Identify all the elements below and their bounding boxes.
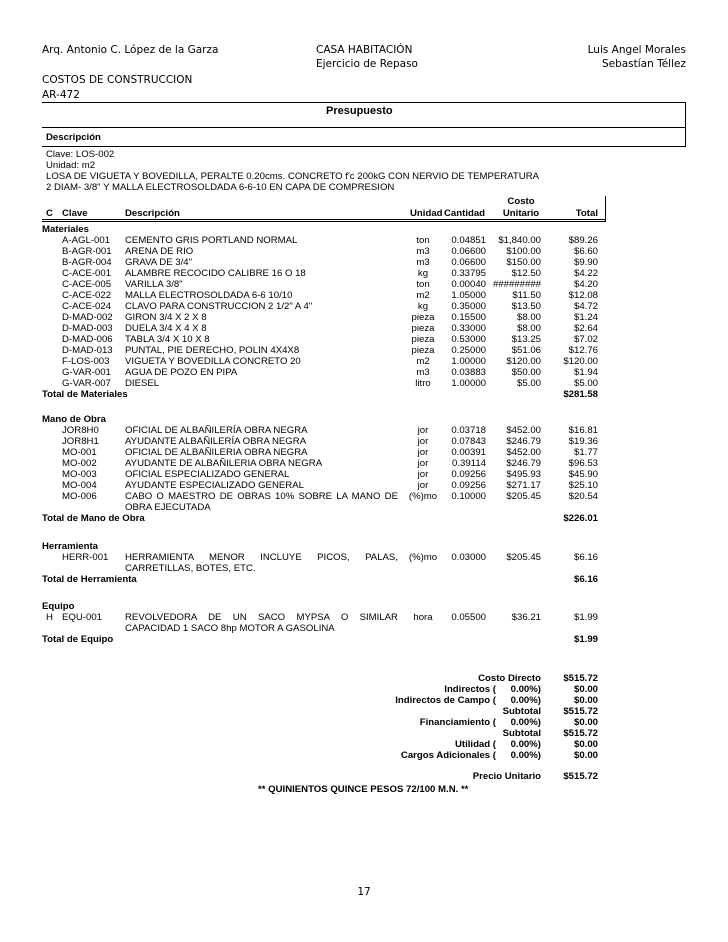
row-description: CEMENTO GRIS PORTLAND NORMAL bbox=[125, 235, 298, 246]
row-unidad: ton bbox=[416, 235, 430, 246]
row-costo-unitario: $246.79 bbox=[506, 458, 541, 469]
row-clave: C-ACE-024 bbox=[62, 301, 112, 312]
row-description: HERRAMIENTA MENOR INCLUYE PICOS, PALAS, bbox=[125, 552, 398, 563]
row-costo-unitario: $8.00 bbox=[516, 312, 541, 323]
row-costo-unitario: $246.79 bbox=[506, 436, 541, 447]
row-clave: B-AGR-001 bbox=[62, 246, 112, 257]
row-unidad: pieza bbox=[411, 323, 435, 334]
row-total: $19.36 bbox=[568, 436, 598, 447]
row-cantidad: 0.06600 bbox=[451, 257, 486, 268]
row-cantidad: 0.10000 bbox=[451, 491, 486, 502]
row-costo-unitario: $5.00 bbox=[516, 378, 541, 389]
row-clave: C-ACE-001 bbox=[62, 268, 112, 279]
exercise-name: Ejercicio de Repaso bbox=[316, 58, 418, 70]
section-title: Equipo bbox=[42, 601, 75, 612]
header-right-rule bbox=[605, 196, 606, 222]
row-total: $9.90 bbox=[573, 257, 598, 268]
row-cantidad: 0.25000 bbox=[451, 345, 486, 356]
row-total: $6.16 bbox=[573, 552, 598, 563]
author-name: Arq. Antonio C. López de la Garza bbox=[42, 44, 219, 56]
row-cantidad: 1.00000 bbox=[451, 356, 486, 367]
student-first-name: Luis Angel Morales bbox=[587, 44, 686, 56]
row-costo-unitario: $12.50 bbox=[511, 268, 541, 279]
row-unidad: jor bbox=[417, 458, 429, 469]
row-costo-unitario: $120.00 bbox=[506, 356, 541, 367]
row-description: PUNTAL, PIE DERECHO, POLIN 4X4X8 bbox=[125, 345, 300, 356]
col-unidad: Unidad bbox=[410, 208, 443, 219]
header-rule bbox=[42, 219, 606, 220]
student-last-name: Sebastían Téllez bbox=[601, 58, 686, 70]
summary-percentage: 0.00%) bbox=[510, 717, 541, 728]
row-cantidad: 1.00000 bbox=[451, 378, 486, 389]
row-unidad: litro bbox=[415, 378, 431, 389]
section-total-label: Total de Herramienta bbox=[42, 574, 137, 585]
row-description: VIGUETA Y BOVEDILLA CONCRETO 20 bbox=[125, 356, 301, 367]
row-unidad: jor bbox=[417, 480, 429, 491]
row-cantidad: 0.03718 bbox=[451, 425, 486, 436]
summary-value: $0.00 bbox=[573, 695, 598, 706]
row-costo-unitario: $1,840.00 bbox=[498, 235, 541, 246]
summary-percentage: 0.00%) bbox=[510, 750, 541, 761]
row-description: ALAMBRE RECOCIDO CALIBRE 16 O 18 bbox=[125, 268, 306, 279]
row-clave: MO-006 bbox=[62, 491, 97, 502]
row-unidad: pieza bbox=[411, 334, 435, 345]
summary-label: Subtotal bbox=[502, 728, 541, 739]
row-description: AGUA DE POZO EN PIPA bbox=[125, 367, 238, 378]
row-unidad: kg bbox=[417, 301, 429, 312]
row-unidad: (%)mo bbox=[408, 552, 438, 563]
row-clave: D-MAD-006 bbox=[62, 334, 113, 345]
row-description: CAPACIDAD 1 SACO 8hp MOTOR A GASOLINA bbox=[125, 623, 335, 634]
row-costo-unitario: $100.00 bbox=[506, 246, 541, 257]
row-clave: B-AGR-004 bbox=[62, 257, 112, 268]
row-total: $5.00 bbox=[573, 378, 598, 389]
row-total: $7.02 bbox=[573, 334, 598, 345]
row-costo-unitario: $13.25 bbox=[511, 334, 541, 345]
row-costo-unitario: $205.45 bbox=[506, 491, 541, 502]
row-unidad: kg bbox=[417, 268, 429, 279]
row-cantidad: 1.05000 bbox=[451, 290, 486, 301]
row-clave: JOR8H1 bbox=[62, 436, 99, 447]
summary-label: Costo Directo bbox=[478, 673, 541, 684]
row-cantidad: 0.00391 bbox=[451, 447, 486, 458]
row-clave: G-VAR-001 bbox=[62, 367, 111, 378]
row-costo-unitario: ######### bbox=[492, 279, 541, 290]
row-total: $12.08 bbox=[568, 290, 598, 301]
row-unidad: m3 bbox=[416, 257, 430, 268]
row-unidad: m3 bbox=[416, 367, 430, 378]
row-clave: HERR-001 bbox=[62, 552, 109, 563]
row-total: $4.20 bbox=[573, 279, 598, 290]
section-total-value: $1.99 bbox=[573, 634, 598, 645]
section-total-label: Total de Materiales bbox=[42, 389, 128, 400]
row-unidad: jor bbox=[417, 469, 429, 480]
row-description: REVOLVEDORA DE UN SACO MYPSA O SIMILAR bbox=[125, 612, 398, 623]
page-number: 17 bbox=[357, 886, 371, 898]
summary-percentage: 0.00%) bbox=[510, 739, 541, 750]
row-total: $1.94 bbox=[573, 367, 598, 378]
summary-percentage: 0.00%) bbox=[510, 695, 541, 706]
project-name: CASA HABITACIÓN bbox=[316, 44, 413, 56]
concept-clave: Clave: LOS-002 bbox=[46, 149, 115, 160]
row-cantidad: 0.15500 bbox=[451, 312, 486, 323]
col-clave: Clave bbox=[62, 208, 88, 219]
row-description: ARENA DE RIO bbox=[125, 246, 194, 257]
summary-label: Utilidad ( bbox=[454, 739, 496, 750]
section-total-value: $6.16 bbox=[573, 574, 598, 585]
row-clave: MO-004 bbox=[62, 480, 97, 491]
row-description: OBRA EJECUTADA bbox=[125, 502, 211, 513]
row-costo-unitario: $8.00 bbox=[516, 323, 541, 334]
row-clave: JOR8H0 bbox=[62, 425, 99, 436]
unit-price-value: $515.72 bbox=[563, 771, 598, 782]
row-description: CARRETILLAS, BOTES, ETC. bbox=[125, 563, 256, 574]
row-clave: C-ACE-005 bbox=[62, 279, 112, 290]
row-costo-unitario: $36.21 bbox=[511, 612, 541, 623]
section-title: Materiales bbox=[42, 224, 89, 235]
row-costo-unitario: $11.50 bbox=[512, 290, 541, 301]
row-cantidad: 0.06600 bbox=[451, 246, 486, 257]
row-costo-unitario: $452.00 bbox=[506, 425, 541, 436]
concept-unidad: Unidad: m2 bbox=[46, 160, 96, 171]
row-description: DUELA 3/4 X 4 X 8 bbox=[125, 323, 207, 334]
row-total: $4.22 bbox=[573, 268, 598, 279]
row-total: $12.76 bbox=[568, 345, 598, 356]
row-unidad: m3 bbox=[416, 246, 430, 257]
summary-value: $0.00 bbox=[573, 739, 598, 750]
summary-value: $0.00 bbox=[573, 750, 598, 761]
row-costo-unitario: $271.17 bbox=[506, 480, 541, 491]
row-cantidad: 0.09256 bbox=[451, 469, 486, 480]
concept-description-line1: LOSA DE VIGUETA Y BOVEDILLA, PERALTE 0.20cms. CONCRETO f'c 200kG CON NERVIO DE TEMPERATURA bbox=[46, 171, 540, 182]
col-descripcion: Descripción bbox=[125, 208, 180, 219]
row-cantidad: 0.53000 bbox=[451, 334, 486, 345]
row-unidad: hora bbox=[413, 612, 433, 623]
row-clave: F-LOS-003 bbox=[62, 356, 110, 367]
row-unidad: jor bbox=[417, 436, 429, 447]
row-cantidad: 0.03883 bbox=[451, 367, 486, 378]
row-description: OFICIAL DE ALBAÑILERÍA OBRA NEGRA bbox=[125, 425, 308, 436]
row-total: $1.77 bbox=[573, 447, 598, 458]
concept-description-line2: 2 DIAM- 3/8" Y MALLA ELECTROSOLDADA 6-6-10 EN CAPA DE COMPRESION bbox=[46, 182, 395, 193]
row-unidad: (%)mo bbox=[408, 491, 438, 502]
row-cantidad: 0.33000 bbox=[451, 323, 486, 334]
row-costo-unitario: $205.45 bbox=[506, 552, 541, 563]
row-total: $20.54 bbox=[568, 491, 598, 502]
amount-in-words: ** QUINIENTOS QUINCE PESOS 72/100 M.N. ** bbox=[258, 784, 469, 795]
summary-value: $0.00 bbox=[573, 717, 598, 728]
row-cantidad: 0.04851 bbox=[451, 235, 486, 246]
row-cantidad: 0.09256 bbox=[451, 480, 486, 491]
summary-value: $515.72 bbox=[563, 673, 598, 684]
summary-label: Indirectos de Campo ( bbox=[395, 695, 496, 706]
row-clave: EQU-001 bbox=[62, 612, 102, 623]
section-total-value: $281.58 bbox=[563, 389, 598, 400]
row-clave: MO-001 bbox=[62, 447, 97, 458]
row-costo-unitario: $495.93 bbox=[506, 469, 541, 480]
row-description: OFICIAL ESPECIALIZADO GENERAL bbox=[125, 469, 290, 480]
row-unidad: jor bbox=[417, 447, 429, 458]
col-costo-top: Costo bbox=[507, 196, 535, 207]
row-description: OFICIAL DE ALBAÑILERIA OBRA NEGRA bbox=[125, 447, 308, 458]
summary-value: $0.00 bbox=[573, 684, 598, 695]
row-costo-unitario: $13.50 bbox=[511, 301, 541, 312]
row-description: DIESEL bbox=[125, 378, 160, 389]
row-clave: G-VAR-007 bbox=[62, 378, 111, 389]
row-clave: MO-003 bbox=[62, 469, 97, 480]
row-total: $1.24 bbox=[573, 312, 598, 323]
col-costo-bottom: Unitario bbox=[502, 208, 540, 219]
section-title: Herramienta bbox=[42, 541, 98, 552]
header-rule-double bbox=[42, 221, 606, 222]
page-title: Presupuesto bbox=[326, 105, 393, 117]
row-total: $120.00 bbox=[563, 356, 598, 367]
summary-label: Indirectos ( bbox=[444, 684, 496, 695]
summary-label: Cargos Adicionales ( bbox=[400, 750, 496, 761]
subject-title: COSTOS DE CONSTRUCCION bbox=[42, 74, 193, 86]
row-clave: C-ACE-022 bbox=[62, 290, 112, 301]
row-costo-unitario: $51.06 bbox=[511, 345, 541, 356]
row-description: VARILLA 3/8" bbox=[125, 279, 183, 290]
row-total: $6.60 bbox=[573, 246, 598, 257]
row-total: $25.10 bbox=[568, 480, 598, 491]
row-total: $4.72 bbox=[573, 301, 598, 312]
row-total: $16.81 bbox=[568, 425, 598, 436]
row-cantidad: 0.35000 bbox=[451, 301, 486, 312]
description-header-box bbox=[42, 126, 686, 147]
section-title: Mano de Obra bbox=[42, 414, 106, 425]
row-unidad: pieza bbox=[411, 345, 435, 356]
row-clave: D-MAD-003 bbox=[62, 323, 113, 334]
row-description: GRAVA DE 3/4" bbox=[125, 257, 193, 268]
row-description: MALLA ELECTROSOLDADA 6-6 10/10 bbox=[125, 290, 293, 301]
summary-label: Subtotal bbox=[502, 706, 541, 717]
row-total: $45.90 bbox=[568, 469, 598, 480]
row-cantidad: 0.39114 bbox=[452, 458, 486, 469]
row-cantidad: 0.05500 bbox=[451, 612, 486, 623]
row-description: AYUDANTE ESPECIALIZADO GENERAL bbox=[125, 480, 304, 491]
row-clave: D-MAD-013 bbox=[62, 345, 113, 356]
row-cantidad: 0.33795 bbox=[451, 268, 486, 279]
summary-value: $515.72 bbox=[563, 706, 598, 717]
summary-value: $515.72 bbox=[563, 728, 598, 739]
row-unidad: ton bbox=[416, 279, 430, 290]
row-costo-unitario: $150.00 bbox=[506, 257, 541, 268]
section-total-label: Total de Equipo bbox=[42, 634, 114, 645]
row-clave: A-AGL-001 bbox=[62, 235, 110, 246]
row-total: $2.64 bbox=[573, 323, 598, 334]
row-total: $89.26 bbox=[568, 235, 598, 246]
col-total: Total bbox=[575, 208, 598, 219]
row-description: CLAVO PARA CONSTRUCCION 2 1/2" A 4" bbox=[125, 301, 313, 312]
row-total: $1.99 bbox=[573, 612, 598, 623]
section-total-label: Total de Mano de Obra bbox=[42, 513, 145, 524]
summary-label: Financiamiento ( bbox=[419, 717, 496, 728]
row-cantidad: 0.00040 bbox=[451, 279, 486, 290]
unit-price-label: Precio Unitario bbox=[472, 771, 541, 782]
row-unidad: m2 bbox=[416, 356, 430, 367]
row-description: TABLA 3/4 X 10 X 8 bbox=[125, 334, 210, 345]
summary-percentage: 0.00%) bbox=[510, 684, 541, 695]
row-costo-unitario: $50.00 bbox=[511, 367, 541, 378]
section-total-value: $226.01 bbox=[563, 513, 598, 524]
row-unidad: pieza bbox=[411, 312, 435, 323]
row-description: GIRON 3/4 X 2 X 8 bbox=[125, 312, 207, 323]
course-code: AR-472 bbox=[42, 89, 80, 101]
col-cantidad: Cantidad bbox=[444, 208, 486, 219]
row-total: $96.53 bbox=[568, 458, 598, 469]
row-unidad: m2 bbox=[416, 290, 430, 301]
row-description: CABO O MAESTRO DE OBRAS 10% SOBRE LA MANO DE bbox=[125, 491, 398, 502]
row-cantidad: 0.07843 bbox=[451, 436, 486, 447]
row-description: AYUDANTE DE ALBAÑILERIA OBRA NEGRA bbox=[125, 458, 323, 469]
row-costo-unitario: $452.00 bbox=[506, 447, 541, 458]
row-description: AYUDANTE ALBAÑILERÍA OBRA NEGRA bbox=[125, 436, 307, 447]
row-clave: MO-002 bbox=[62, 458, 97, 469]
row-clave: D-MAD-002 bbox=[62, 312, 113, 323]
row-c: H bbox=[46, 612, 53, 623]
col-c: C bbox=[46, 208, 53, 219]
row-unidad: jor bbox=[417, 425, 429, 436]
description-label: Descripción bbox=[46, 132, 101, 143]
row-cantidad: 0.03000 bbox=[451, 552, 486, 563]
